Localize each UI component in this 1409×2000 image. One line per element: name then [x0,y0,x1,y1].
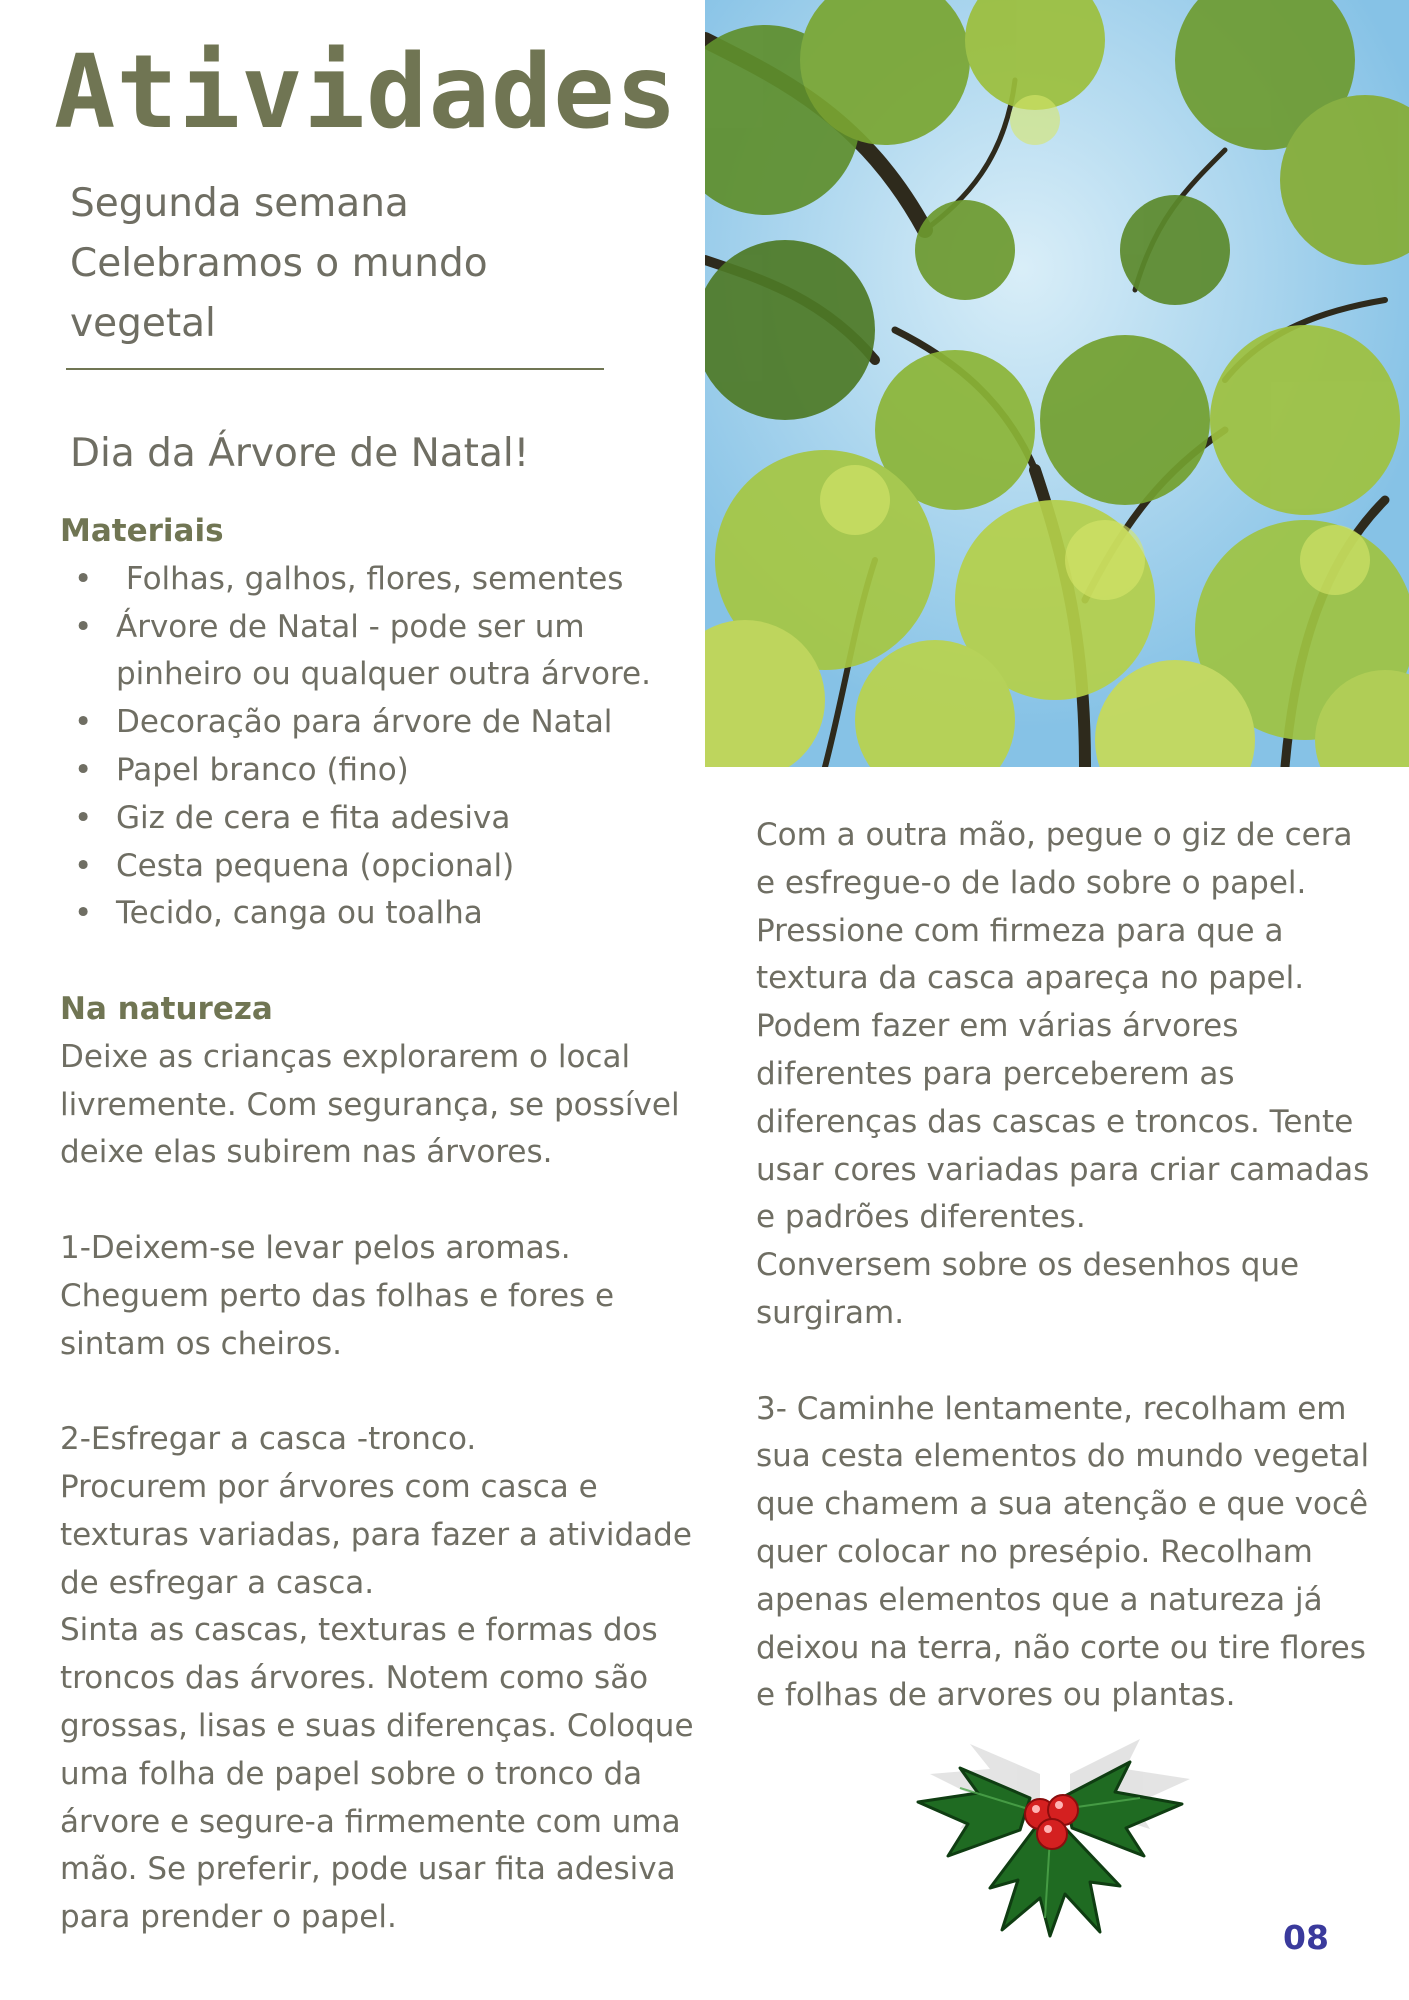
subtitle-line: Celebramos o mundo [70,241,488,286]
list-item: • Papel branco (fino) [60,747,700,795]
step2-title: 2-Esfregar a casca -tronco. [60,1421,477,1458]
tree-canopy-photo [705,0,1409,767]
list-item: • Giz de cera e fita adesiva [60,795,700,843]
nature-label: Na natureza [60,990,273,1027]
nature-intro: Deixe as crianças explorarem o local livremente. Com segurança, se possível deixe elas subirem nas árvores. [60,1038,680,1171]
list-item: • Decoração para árvore de Natal [60,699,700,747]
step2-continuation: Com a outra mão, pegue o giz de cera e esfregue-o de lado sobre o papel. Pressione com firmeza para que a textura da casca apareça no papel. Podem fazer em várias árvores diferentes para perceberem as diferenças das cascas e troncos. Tente usar cores variadas para criar camadas e padrões diferentes. [756,817,1370,1236]
list-item: • Cesta pequena (opcional) [60,843,700,891]
page-number: 08 [1283,1918,1329,1957]
materials-list [60,556,700,938]
holly-icon [900,1718,1200,1948]
step2-close: Conversem sobre os desenhos que surgiram. [756,1247,1300,1331]
list-item: • Árvore de Natal - pode ser um pinheiro ou qualquer outra árvore. [60,604,700,700]
divider [66,368,604,370]
left-column [60,508,700,1942]
subtitle-line: Segunda semana [70,181,409,226]
subtitle [70,174,590,354]
step2-text: Procurem por árvores com casca e texturas variadas, para fazer a atividade de esfregar a casca. [60,1468,692,1601]
step1-title: 1-Deixem-se levar pelos aromas. [60,1229,571,1266]
section-heading: Dia da Árvore de Natal! [70,431,530,476]
subtitle-line: vegetal [70,301,216,346]
right-column [756,812,1376,1720]
list-item: • Tecido, canga ou toalha [60,890,700,938]
step2-text: Sinta as cascas, texturas e formas dos troncos das árvores. Notem como são grossas, lisas e suas diferenças. Coloque uma folha de papel sobre o tronco da árvore e segure-a firmemente com uma mão. Se preferir, pode usar fita adesiva para prender o papel. [60,1612,694,1936]
materials-label: Materiais [60,513,224,549]
step1-text: Cheguem perto das folhas e fores e sintam os cheiros. [60,1277,615,1362]
page-title: Atividades [54,33,679,152]
list-item: • Folhas, galhos, flores, sementes [60,556,700,604]
step3-text: 3- Caminhe lentamente, recolham em sua cesta elementos do mundo vegetal que chamem a sua atenção e que você quer colocar no presépio. Recolham apenas elementos que a natureza já deixou na terra, não corte ou tire flores e folhas de arvores ou plantas. [756,1390,1370,1714]
